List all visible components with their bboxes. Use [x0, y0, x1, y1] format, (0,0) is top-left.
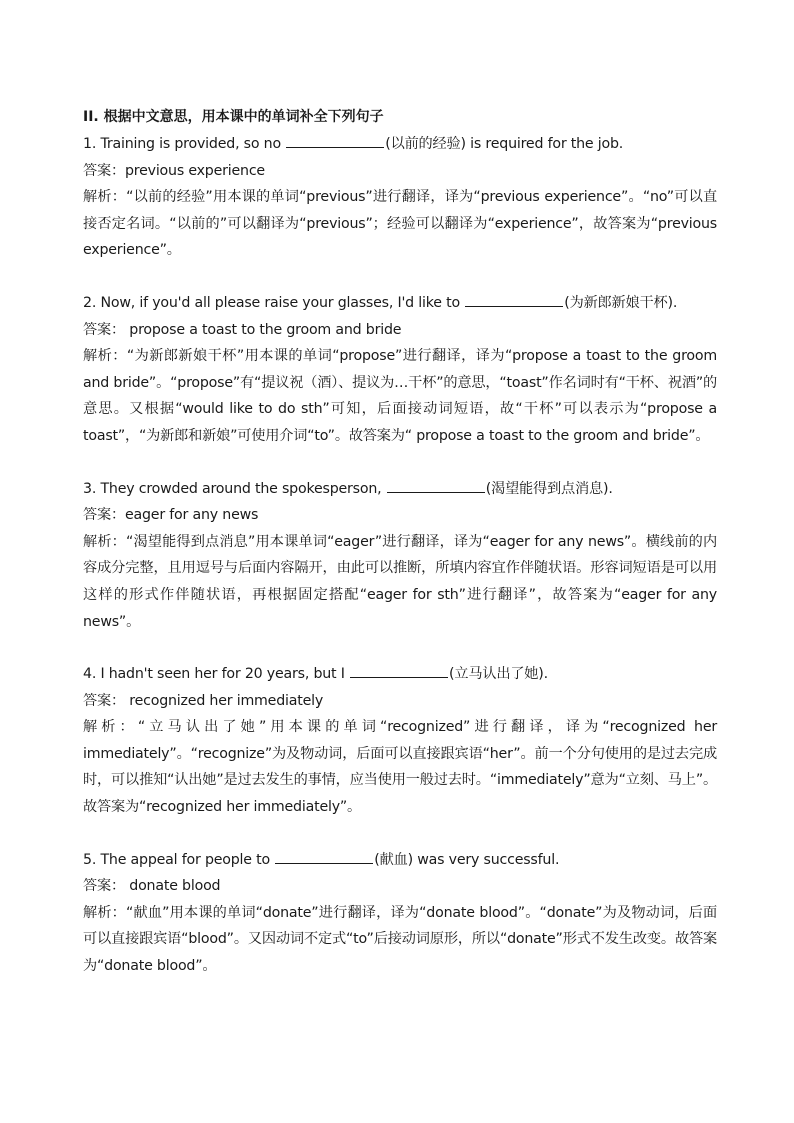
- question-line: [83, 847, 717, 874]
- answer-blank: [286, 133, 384, 148]
- answer-blank: [350, 663, 448, 678]
- exercise-item-4: [83, 661, 717, 821]
- question-text-after: (渴望能得到点消息).: [485, 480, 613, 497]
- exercise-item-3: [83, 476, 717, 636]
- answer-blank: [275, 849, 373, 864]
- exercise-item-5: [83, 847, 717, 980]
- answer-line: 答案：eager for any news: [83, 507, 259, 524]
- question-line: [83, 476, 717, 503]
- analysis-text: 解析：“立马认出了她”用本课的单词“recognized”进行翻译，译为“recognized her immediately”。“recognize”为及物动词，后面可以直接跟宾语“her”。前一个分句使用的是过去完成时，可以推知“认出她”是过去发生的事情，应当使用一般过去时。“immediately”意为“立刻、马上”。故答案为“recognized her immediately”。: [83, 719, 717, 816]
- question-text-before: 1. Training is provided, so no: [83, 136, 281, 152]
- answer-line: 答案： recognized her immediately: [83, 692, 324, 709]
- question-text-before: 5. The appeal for people to: [83, 851, 270, 868]
- exercise-item-1: [83, 131, 717, 264]
- answer-line: 答案： propose a toast to the groom and bride: [83, 321, 402, 338]
- question-text-after: (以前的经验) is required for the job.: [385, 136, 624, 152]
- answer-line: 答案：previous experience: [83, 162, 265, 179]
- question-text-after: (为新郎新娘干杯).: [564, 294, 678, 311]
- question-text-before: 3. They crowded around the spokesperson,: [83, 480, 382, 497]
- question-text-after: (献血) was very successful.: [374, 851, 560, 868]
- exercise-item-2: [83, 290, 717, 450]
- question-line: [83, 661, 717, 688]
- answer-blank: [387, 478, 485, 493]
- question-text-before: 2. Now, if you'd all please raise your glasses, I'd like to: [83, 294, 460, 311]
- question-line: [83, 131, 717, 158]
- analysis-text: 解析：“渴望能得到点消息”用本课单词“eager”进行翻译，译为“eager for any news”。横线前的内容成分完整，且用逗号与后面内容隔开，由此可以推断，所填内容宜作伴随状语。形容词短语是可以用这样的形式作伴随状语，再根据固定搭配“eager for sth”进行翻译”，故答案为“eager for any news”。: [83, 533, 717, 630]
- answer-line: 答案： donate blood: [83, 878, 221, 895]
- question-text-before: 4. I hadn't seen her for 20 years, but I: [83, 666, 345, 683]
- question-text-after: (立马认出了她).: [449, 666, 548, 683]
- section-title: II. 根据中文意思，用本课中的单词补全下列句子: [83, 109, 384, 125]
- analysis-text: 解析：“为新郎新娘干杯”用本课的单词“propose”进行翻译，译为“propose a toast to the groom and bride”。“propose”有“提议祝（酒）、提议为…干杯”的意思，“toast”作名词时有“干杯、祝酒”的意思。又根据“would like to do sth”可知，后面接动词短语，故“干杯”可以表示为“propose a toast”，“为新郎和新娘”可使用介词“to”。故答案为“ propose a toast to the groom and bride”。: [83, 348, 717, 444]
- analysis-text: 解析：“献血”用本课的单词“donate”进行翻译，译为“donate blood”。“donate”为及物动词，后面可以直接跟宾语“blood”。又因动词不定式“to”后接动词原形，所以“donate”形式不发生改变。故答案为“donate blood”。: [83, 904, 717, 975]
- question-line: [83, 290, 717, 317]
- analysis-text: 解析：“以前的经验”用本课的单词“previous”进行翻译，译为“previous experience”。“no”可以直接否定名词。“以前的”可以翻译为“previous”；经验可以翻译为“experience”，故答案为“previous experience”。: [83, 189, 717, 259]
- answer-blank: [465, 292, 563, 307]
- document-page: [83, 104, 717, 980]
